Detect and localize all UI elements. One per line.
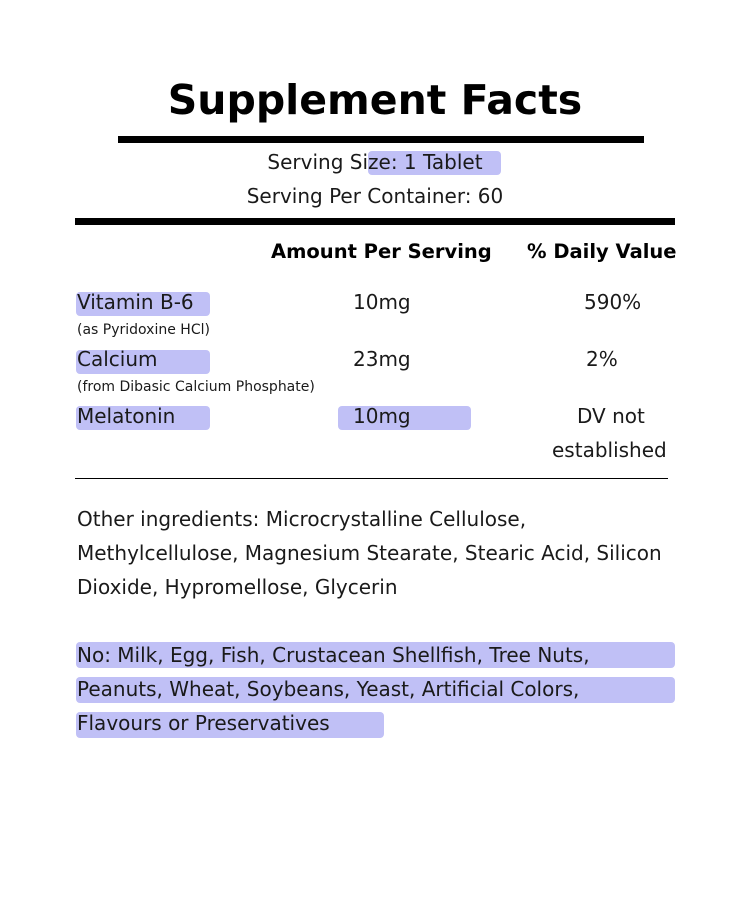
nutrient-amount-vitamin-b6: 10mg: [353, 290, 411, 314]
allergen-line: Peanuts, Wheat, Soybeans, Yeast, Artificial Colors,: [77, 677, 580, 701]
serving-size: Serving Size: 1 Tablet: [267, 150, 483, 174]
allergen-line: Flavours or Preservatives: [77, 711, 330, 735]
page-title: Supplement Facts: [167, 76, 583, 124]
table-bottom-rule: [75, 478, 668, 479]
other-ingredients-line: Dioxide, Hypromellose, Glycerin: [77, 575, 398, 599]
nutrient-dv-vitamin-b6: 590%: [584, 290, 642, 314]
nutrient-name-calcium: Calcium: [77, 347, 158, 371]
other-ingredients-line: Methylcellulose, Magnesium Stearate, Stearic Acid, Silicon: [77, 541, 662, 565]
nutrient-dv-melatonin-line2: established: [552, 438, 667, 462]
serving-rule: [75, 218, 675, 225]
nutrient-amount-calcium: 23mg: [353, 347, 411, 371]
title-rule: [118, 136, 644, 143]
servings-per-container: Serving Per Container: 60: [246, 184, 504, 208]
daily-value-header: % Daily Value: [527, 240, 677, 263]
nutrient-source-calcium: (from Dibasic Calcium Phosphate): [77, 379, 315, 395]
amount-per-serving-header: Amount Per Serving: [271, 240, 492, 263]
nutrient-name-vitamin-b6: Vitamin B-6: [77, 290, 194, 314]
other-ingredients-line: Other ingredients: Microcrystalline Cellulose,: [77, 507, 527, 531]
nutrient-dv-calcium: 2%: [586, 347, 618, 371]
nutrient-amount-melatonin: 10mg: [353, 404, 411, 428]
allergen-line: No: Milk, Egg, Fish, Crustacean Shellfish, Tree Nuts,: [77, 643, 590, 667]
nutrient-name-melatonin: Melatonin: [77, 404, 176, 428]
nutrient-source-vitamin-b6: (as Pyridoxine HCl): [77, 322, 210, 338]
nutrient-dv-melatonin-line1: DV not: [577, 404, 645, 428]
